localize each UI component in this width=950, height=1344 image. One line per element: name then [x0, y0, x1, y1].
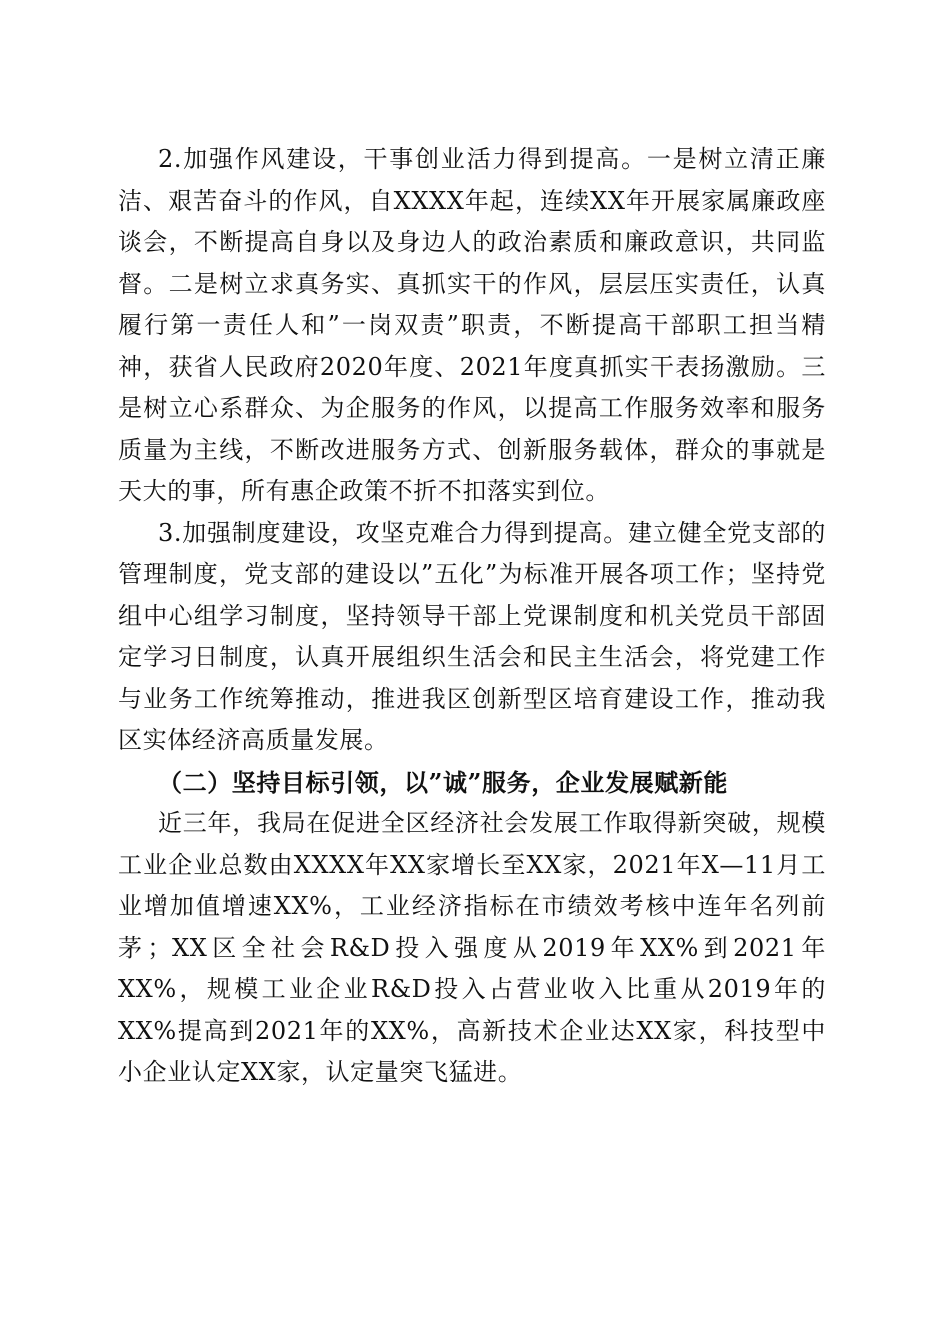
document-body: [118, 139, 826, 1094]
paragraph-style-building: 2.加强作风建设，干事创业活力得到提高。一是树立清正廉洁、艰苦奋斗的作风，自XXXX年起，连续XX年开展家属廉政座谈会，不断提高自身以及身边人的政治素质和廉政意识，共同监督。二是树立求真务实、真抓实干的作风，层层压实责任，认真履行第一责任人和”一岗双责”职责，不断提高干部职工担当精神，获省人民政府2020年度、2021年度真抓实干表扬激励。三是树立心系群众、为企服务的作风，以提高工作服务效率和服务质量为主线，不断改进服务方式、创新服务载体，群众的事就是天大的事，所有惠企政策不折不扣落实到位。: [118, 145, 826, 505]
paragraph-system-building: 3.加强制度建设，攻坚克难合力得到提高。建立健全党支部的管理制度，党支部的建设以”五化”为标准开展各项工作；坚持党组中心组学习制度，坚持领导干部上党课制度和机关党员干部固定学习日制度，认真开展组织生活会和民主生活会，将党建工作与业务工作统筹推动，推进我区创新型区培育建设工作，推动我区实体经济高质量发展。: [118, 518, 826, 754]
paragraph-achievements: 近三年，我局在促进全区经济社会发展工作取得新突破，规模工业企业总数由XXXX年XX家增长至XX家，2021年X—11月工业增加值增速XX%，工业经济指标在市绩效考核中连年名列前茅；XX区全社会R&D投入强度从2019年XX%到2021年XX%，规模工业企业R&D投入占营业收入比重从2019年的XX%提高到2021年的XX%，高新技术企业达XX家，科技型中小企业认定XX家，认定量突飞猛进。: [118, 809, 826, 1086]
section-heading: （二）坚持目标引领，以”诚”服务，企业发展赋新能: [158, 767, 729, 797]
